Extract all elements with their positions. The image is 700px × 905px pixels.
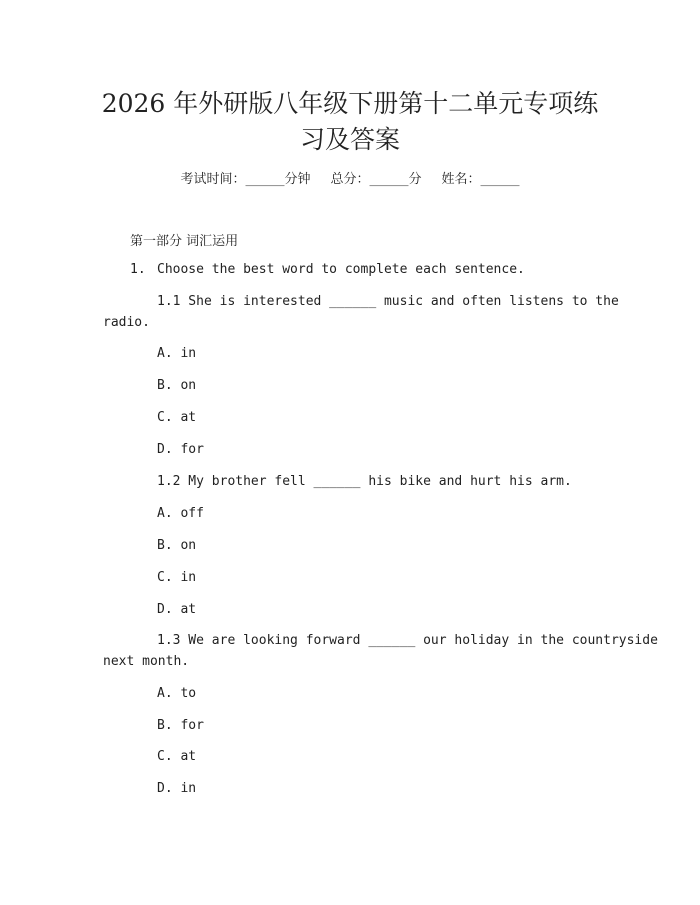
exam-time: 考试时间：______分钟: [180, 172, 311, 187]
document-title-line-2: 习及答案: [299, 125, 400, 154]
option-1-1-b: B. on: [157, 378, 197, 393]
item-1-3-text-cont: next month.: [103, 654, 190, 669]
option-1-1-c: C. at: [157, 410, 197, 425]
item-1-1-text-cont: radio.: [103, 315, 150, 330]
question-instruction: Choose the best word to complete each sentence.: [157, 262, 525, 277]
item-1-1-text: 1.1 She is interested ______ music and often listens to the: [157, 294, 619, 309]
section-title: 第一部分 词汇运用: [130, 234, 239, 249]
option-1-3-d: D. in: [157, 781, 197, 796]
question-number: 1.: [130, 262, 146, 277]
option-1-1-d: D. for: [157, 442, 204, 457]
option-1-2-d: D. at: [157, 602, 197, 617]
document-title-line-1: 2026 年外研版八年级下册第十二单元专项练: [101, 89, 599, 118]
item-1-2-text: 1.2 My brother fell ______ his bike and hurt his arm.: [157, 474, 572, 489]
option-1-3-a: A. to: [157, 686, 197, 701]
option-1-3-c: C. at: [157, 749, 197, 764]
item-1-3-text: 1.3 We are looking forward ______ our holiday in the countryside: [157, 633, 658, 648]
option-1-2-b: B. on: [157, 538, 197, 553]
exam-info: [0, 168, 700, 187]
option-1-1-a: A. in: [157, 346, 197, 361]
option-1-2-c: C. in: [157, 570, 197, 585]
total-score: 总分：______分: [330, 172, 422, 187]
student-name: 姓名：______: [441, 172, 520, 187]
option-1-2-a: A. off: [157, 506, 204, 521]
option-1-3-b: B. for: [157, 718, 204, 733]
